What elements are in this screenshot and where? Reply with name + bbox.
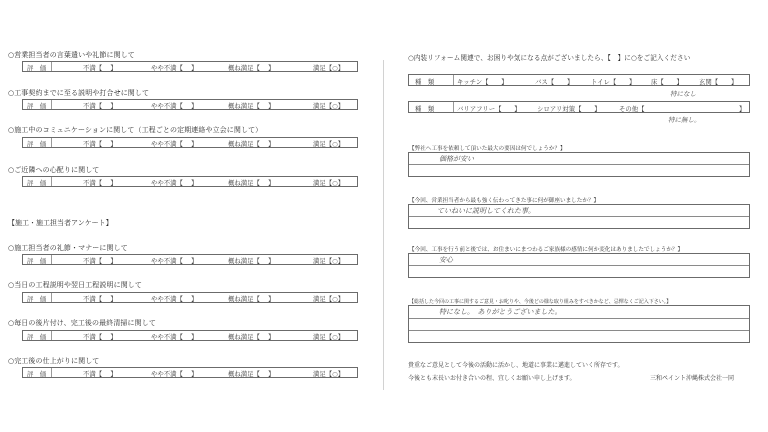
handwritten-answer: 安心 xyxy=(439,256,453,264)
circle-mark-icon: ○ xyxy=(332,179,338,187)
option-kitchen[interactable]: キッチン【 】 xyxy=(457,77,508,86)
rating-row xyxy=(22,367,358,378)
handwritten-answer: 特になし。 ありがとうございました。 xyxy=(439,308,562,316)
option-barrier-free[interactable]: バリアフリー【 】 xyxy=(457,104,521,113)
handwritten-note: 特に無し。 xyxy=(668,116,701,124)
option-mostly-satisfied[interactable]: 概ね満足【 】 xyxy=(228,333,275,341)
type-row-1 xyxy=(408,74,750,86)
rating-row xyxy=(22,61,358,72)
option-somewhat-unsatisfied[interactable]: やや不満【 】 xyxy=(151,295,198,303)
rating-row xyxy=(22,254,358,265)
option-mostly-satisfied[interactable]: 概ね満足【 】 xyxy=(228,257,275,265)
option-unsatisfied[interactable]: 不満【 】 xyxy=(83,64,117,72)
question-title: ○ご近隣への心配りに関して xyxy=(8,166,100,174)
option-unsatisfied[interactable]: 不満【 】 xyxy=(83,370,117,378)
option-somewhat-unsatisfied[interactable]: やや不満【 】 xyxy=(151,179,198,187)
divider xyxy=(51,331,52,340)
rating-label: 評 価 xyxy=(27,102,47,110)
option-satisfied[interactable]: 満足【○】 xyxy=(313,295,345,303)
option-mostly-satisfied[interactable]: 概ね満足【 】 xyxy=(228,140,275,148)
option-termite[interactable]: シロアリ対策【 】 xyxy=(537,104,601,113)
option-satisfied[interactable]: 満足【○】 xyxy=(313,333,345,341)
rating-row xyxy=(22,137,358,148)
divider xyxy=(51,62,52,71)
option-unsatisfied[interactable]: 不満【 】 xyxy=(83,140,117,148)
option-mostly-satisfied[interactable]: 概ね満足【 】 xyxy=(228,102,275,110)
company-signature: 三和ペイント沖縄株式会社一同 xyxy=(650,375,735,382)
option-somewhat-unsatisfied[interactable]: やや不満【 】 xyxy=(151,64,198,72)
option-toilet[interactable]: トイレ【 】 xyxy=(591,77,636,86)
option-satisfied[interactable]: 満足【○】 xyxy=(313,179,345,187)
rating-label: 評 価 xyxy=(27,179,47,187)
rating-label: 評 価 xyxy=(27,257,47,265)
divider xyxy=(51,368,52,377)
type-row-2 xyxy=(408,101,750,113)
question-label: 【総括した今回の工事に関するご意見・お叱りや、今後どの様な取り組みをすべきかなど、忌憚なくご記入下さい。】 xyxy=(409,299,672,305)
option-satisfied[interactable]: 満足【○】 xyxy=(313,64,345,72)
question-label: 【弊社へ工事を依頼して頂いた最大の要因は何でしょうか？】 xyxy=(409,146,566,152)
option-somewhat-unsatisfied[interactable]: やや不満【 】 xyxy=(151,370,198,378)
closing-line-2: 今後とも末長いお付き合いの程、宜しくお願い申し上げます。 xyxy=(408,375,576,382)
option-somewhat-unsatisfied[interactable]: やや不満【 】 xyxy=(151,333,198,341)
handwritten-note: 特になし xyxy=(670,90,696,98)
option-bath[interactable]: バス【 】 xyxy=(535,77,574,86)
circle-mark-icon: ○ xyxy=(332,295,338,303)
option-satisfied[interactable]: 満足【○】 xyxy=(313,102,345,110)
divider xyxy=(453,102,454,112)
option-unsatisfied[interactable]: 不満【 】 xyxy=(83,333,117,341)
option-other[interactable]: その他【 xyxy=(619,104,645,113)
circle-mark-icon: ○ xyxy=(332,64,338,72)
option-unsatisfied[interactable]: 不満【 】 xyxy=(83,257,117,265)
circle-mark-icon: ○ xyxy=(332,140,338,148)
question-title: ○施工担当者の礼節・マナーに関して xyxy=(8,244,128,252)
divider xyxy=(51,255,52,264)
page-fold-divider xyxy=(383,60,384,390)
circle-mark-icon: ○ xyxy=(332,257,338,265)
ruled-line xyxy=(409,265,749,266)
rating-row xyxy=(22,330,358,341)
answer-box[interactable] xyxy=(408,305,750,343)
rating-label: 評 価 xyxy=(27,333,47,341)
option-mostly-satisfied[interactable]: 概ね満足【 】 xyxy=(228,179,275,187)
ruled-line xyxy=(409,216,749,217)
answer-box[interactable] xyxy=(408,204,750,229)
option-unsatisfied[interactable]: 不満【 】 xyxy=(83,179,117,187)
section-heading-construction: 【施工・施工担当者アンケート】 xyxy=(8,219,113,227)
type-label: 種 類 xyxy=(415,104,435,113)
question-label: 【今回、工事を行う前と後では、お住まいにまつわるご家族様の感情に何か変化はありましたでしょうか？】 xyxy=(409,247,684,253)
question-title: ○完工後の仕上がりに関して xyxy=(8,357,100,365)
question-title: ○当日の工程説明や翌日工程説明に関して xyxy=(8,281,143,289)
ruled-line xyxy=(409,318,749,319)
divider xyxy=(51,177,52,186)
handwritten-answer: 価格が安い xyxy=(439,155,474,163)
option-satisfied[interactable]: 満足【○】 xyxy=(313,140,345,148)
option-satisfied[interactable]: 満足【○】 xyxy=(313,370,345,378)
ruled-line xyxy=(409,164,749,165)
rating-row xyxy=(22,176,358,187)
rating-label: 評 価 xyxy=(27,64,47,72)
divider xyxy=(453,75,454,85)
option-other-close: 】 xyxy=(739,104,746,113)
question-title: ○営業担当者の言葉遣いや礼節に関して xyxy=(8,51,135,59)
rating-label: 評 価 xyxy=(27,370,47,378)
question-label: 【今回、営業担当者から最も強く伝わってきた事に何が御座いましたか？】 xyxy=(409,198,600,204)
divider xyxy=(51,100,52,109)
option-somewhat-unsatisfied[interactable]: やや不満【 】 xyxy=(151,257,198,265)
rating-row xyxy=(22,292,358,303)
divider xyxy=(51,138,52,147)
option-unsatisfied[interactable]: 不満【 】 xyxy=(83,102,117,110)
interior-question-title: ○内装リフォーム関連で、お困りや気になる点がございましたら、【 】に○をご記入ください xyxy=(408,54,691,62)
answer-box[interactable] xyxy=(408,152,750,177)
question-title: ○施工中のコミュニケーションに関して（工程ごとの定期連絡や立会に関して） xyxy=(8,126,263,134)
option-unsatisfied[interactable]: 不満【 】 xyxy=(83,295,117,303)
ruled-line xyxy=(409,330,749,331)
rating-label: 評 価 xyxy=(27,140,47,148)
option-mostly-satisfied[interactable]: 概ね満足【 】 xyxy=(228,370,275,378)
rating-row xyxy=(22,99,358,110)
option-somewhat-unsatisfied[interactable]: やや不満【 】 xyxy=(151,102,198,110)
circle-mark-icon: ○ xyxy=(332,102,338,110)
divider xyxy=(51,293,52,302)
option-mostly-satisfied[interactable]: 概ね満足【 】 xyxy=(228,295,275,303)
answer-box[interactable] xyxy=(408,253,750,278)
option-satisfied[interactable]: 満足【○】 xyxy=(313,257,345,265)
option-entrance[interactable]: 玄関【 】 xyxy=(699,77,738,86)
option-somewhat-unsatisfied[interactable]: やや不満【 】 xyxy=(151,140,198,148)
option-floor[interactable]: 床【 】 xyxy=(651,77,683,86)
question-title: ○工事契約までに至る説明や打合せに関して xyxy=(8,89,150,97)
circle-mark-icon: ○ xyxy=(332,333,338,341)
type-label: 種 類 xyxy=(415,77,435,86)
circle-mark-icon: ○ xyxy=(332,370,338,378)
handwritten-answer: ていねいに説明してくれた事。 xyxy=(437,207,535,215)
rating-label: 評 価 xyxy=(27,295,47,303)
closing-line-1: 貴重なご意見として今後の活動に活かし、地道に事業に邁進していく所存です。 xyxy=(408,362,624,369)
option-mostly-satisfied[interactable]: 概ね満足【 】 xyxy=(228,64,275,72)
question-title: ○毎日の後片付け、完工後の最終清掃に関して xyxy=(8,319,156,327)
